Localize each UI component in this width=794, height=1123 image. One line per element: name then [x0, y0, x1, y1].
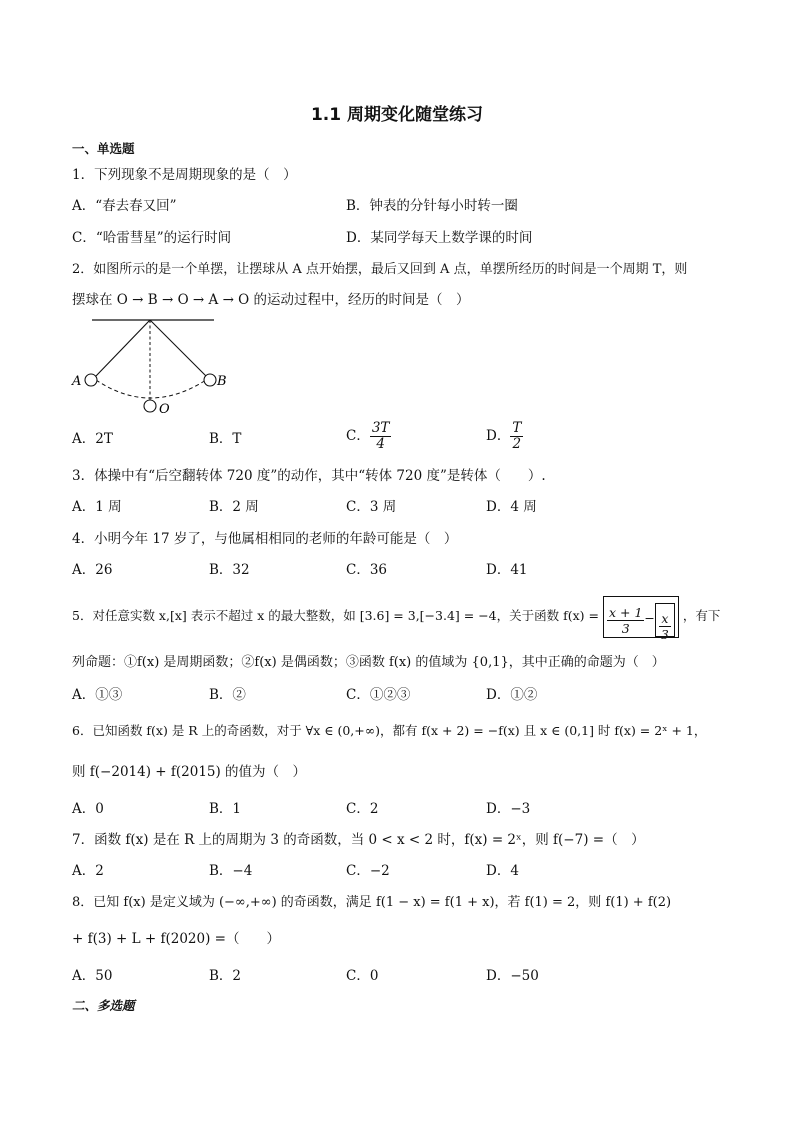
q5-fraction-2-denominator: 3	[660, 626, 669, 642]
q3-stem: 3．体操中有“后空翻转体 720 度”的动作，其中“转体 720 度”是转体（ ）.	[72, 468, 546, 484]
q5-option-d: D．①②	[486, 687, 538, 703]
q4-option-b: B．32	[209, 562, 250, 578]
q5-option-c: C．①②③	[346, 687, 411, 703]
pendulum-label-o: O	[159, 402, 170, 417]
q4-option-a: A．26	[72, 562, 113, 578]
q2-option-d-numerator: T	[512, 420, 522, 436]
q5-fraction-1	[607, 605, 644, 636]
q8-option-a: A．50	[72, 968, 113, 984]
q2-option-c-fraction	[370, 421, 392, 452]
q2-option-d-denominator: 2	[512, 436, 522, 452]
q5-stem-line1	[72, 594, 721, 642]
q5-minus: −	[644, 610, 655, 625]
q7-stem: 7．函数 f(x) 是在 R 上的周期为 3 的奇函数，当 0 < x < 2 时，f(x) = 2ˣ，则 f(−7) =（ ）	[72, 832, 645, 848]
q5-fraction-1-numerator: x + 1	[608, 605, 643, 620]
page-title: 1.1 周期变化随堂练习	[310, 105, 484, 125]
q5-inner-floor-bracket	[655, 603, 675, 642]
q3-option-c: C．3 周	[346, 499, 397, 515]
q2-option-a: A．2T	[72, 431, 113, 447]
q3-option-d: D．4 周	[486, 499, 537, 515]
q3-option-b: B．2 周	[209, 499, 259, 515]
q5-line1-pre: 5．对任意实数 x,[x] 表示不超过 x 的最大整数，如 [3.6] = 3,[−3.4] = −4，关于函数 f(x) =	[72, 608, 599, 623]
pendulum-ball-a	[85, 374, 97, 386]
q1-option-d: D．某同学每天上数学课的时间	[346, 230, 533, 246]
q7-option-c: C．−2	[346, 863, 390, 879]
q6-option-d: D．−3	[486, 801, 531, 817]
q4-option-d: D．41	[486, 562, 528, 578]
q2-stem-line1: 2．如图所示的是一个单摆，让摆球从 A 点开始摆，最后又回到 A 点，单摆所经历的时间是一个周期 T，则	[72, 262, 688, 277]
q7-option-a: A．2	[72, 863, 104, 879]
q2-option-c-prefix: C．	[346, 428, 370, 444]
q1-option-c: C．“哈雷彗星”的运行时间	[72, 230, 232, 246]
pendulum-ball-o	[144, 400, 156, 412]
q2-option-c-denominator: 4	[376, 436, 385, 452]
q6-option-b: B．1	[209, 801, 242, 817]
q6-stem-line1: 6．已知函数 f(x) 是 R 上的奇函数，对于 ∀x ∈ (0,+∞)，都有 f(x + 2) = −f(x) 且 x ∈ (0,1] 时 f(x) = 2ˣ + 1，	[72, 723, 707, 738]
q6-option-c: C．2	[346, 801, 379, 817]
section-heading-single-choice: 一、单选题	[72, 141, 135, 156]
q7-option-d: D．4	[486, 863, 519, 879]
q8-option-b: B．2	[209, 968, 242, 984]
q6-option-a: A．0	[72, 801, 104, 817]
pendulum-arc	[96, 380, 206, 398]
q2-option-c	[346, 421, 391, 452]
pendulum-label-b: B	[217, 374, 227, 389]
q3-option-a: A．1 周	[72, 499, 122, 515]
q2-option-c-numerator: 3T	[371, 420, 390, 436]
q8-option-d: D．−50	[486, 968, 539, 984]
q8-option-c: C．0	[346, 968, 379, 984]
pendulum-figure	[68, 312, 228, 418]
q5-option-b: B．②	[209, 687, 246, 703]
q5-fraction-2	[659, 611, 671, 642]
q2-option-d-prefix: D．	[486, 428, 511, 444]
q2-option-b: B．T	[209, 431, 242, 447]
q8-stem-line1: 8．已知 f(x) 是定义域为 (−∞,+∞) 的奇函数，满足 f(1 − x) = f(1 + x)，若 f(1) = 2，则 f(1) + f(2)	[72, 895, 672, 910]
q5-fraction-1-denominator: 3	[621, 621, 630, 636]
q5-outer-floor-bracket	[603, 596, 679, 642]
q4-option-c: C．36	[346, 562, 388, 578]
pendulum-string-a	[96, 320, 150, 376]
q5-option-a: A．①③	[72, 687, 123, 703]
q5-fraction-2-numerator: x	[659, 611, 671, 627]
pendulum-ball-b	[204, 374, 216, 386]
q1-option-b: B．钟表的分针每小时转一圈	[346, 198, 518, 214]
section-heading-multiple-choice: 二、多选题	[72, 998, 135, 1013]
q5-line1-post: ，有下	[682, 608, 721, 623]
q2-stem-line2: 摆球在 O → B → O → A → O 的运动过程中，经历的时间是（ ）	[72, 292, 470, 308]
q6-stem-line2: 则 f(−2014) + f(2015) 的值为（ ）	[72, 764, 307, 780]
pendulum-label-a: A	[72, 374, 82, 389]
q4-stem: 4．小明今年 17 岁了，与他属相相同的老师的年龄可能是（ ）	[72, 531, 458, 547]
q5-stem-line2: 列命题：①f(x) 是周期函数；②f(x) 是偶函数；③函数 f(x) 的值域为 {0,1}，其中正确的命题为（ ）	[72, 655, 665, 670]
q1-stem: 1．下列现象不是周期现象的是（ ）	[72, 167, 297, 183]
q8-stem-line2: + f(3) + L + f(2020) =（ ）	[72, 931, 280, 947]
pendulum-string-b	[150, 320, 206, 376]
q2-option-d	[486, 421, 523, 452]
q1-option-a: A．“春去春又回”	[72, 198, 177, 214]
q2-option-d-fraction	[510, 421, 523, 452]
q7-option-b: B．−4	[209, 863, 253, 879]
